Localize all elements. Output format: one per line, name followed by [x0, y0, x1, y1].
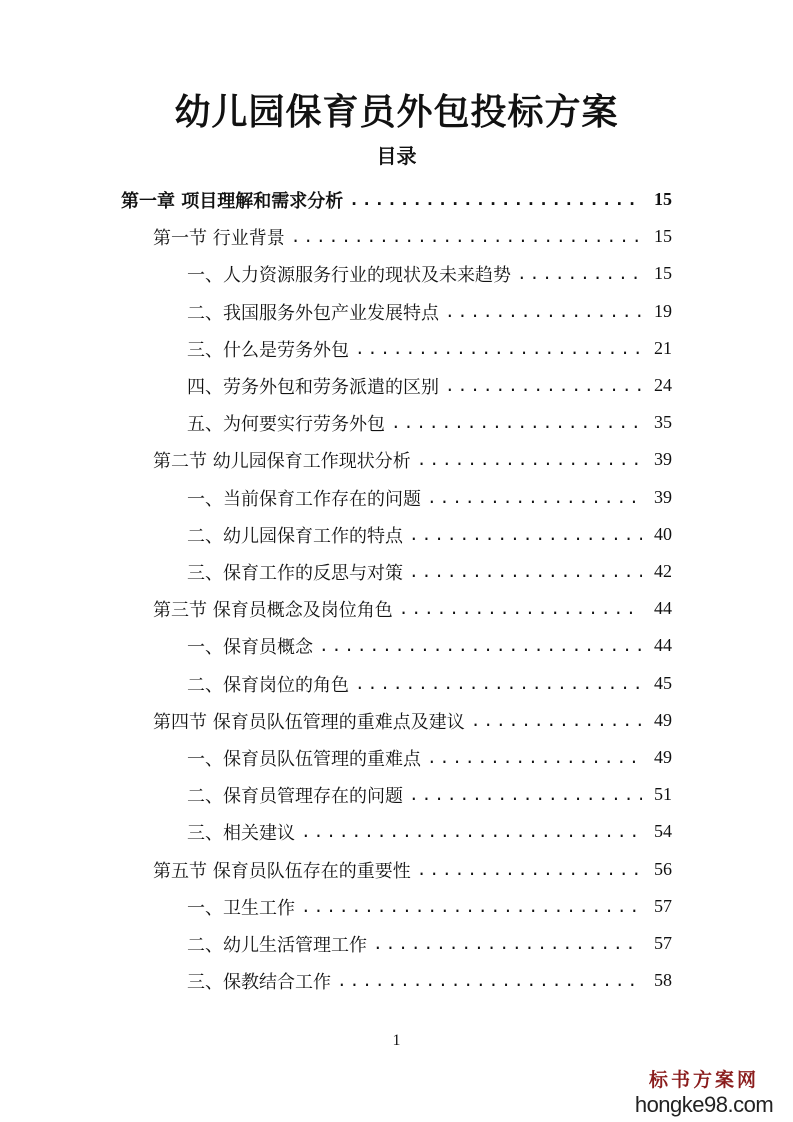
toc-subsection[interactable]	[187, 404, 672, 441]
toc-section[interactable]	[153, 851, 672, 888]
toc-dot-leader	[427, 748, 642, 768]
toc-entry-text: 三、相关建议	[187, 822, 295, 844]
toc-page-number: 40	[654, 524, 672, 544]
toc-page-number: 19	[654, 301, 672, 321]
toc-entry-text: 四、劳务外包和劳务派遣的区别	[187, 376, 439, 398]
toc-page-number: 45	[654, 673, 672, 693]
toc-subsection[interactable]	[187, 627, 672, 664]
toc-section[interactable]	[153, 218, 672, 255]
watermark-url: hongke98.com	[634, 1092, 774, 1117]
toc-entry-text: 三、什么是劳务外包	[187, 339, 349, 361]
toc-subsection[interactable]	[187, 330, 672, 367]
toc-page-number: 15	[654, 189, 672, 209]
toc-entry-text: 二、保育员管理存在的问题	[187, 785, 403, 807]
toc-entry-text: 一、当前保育工作存在的问题	[187, 488, 421, 510]
toc-page-number: 56	[654, 859, 672, 879]
toc-dot-leader	[409, 785, 642, 805]
toc-dot-leader	[417, 860, 642, 880]
toc-dot-leader	[337, 971, 642, 991]
toc-subsection[interactable]	[187, 516, 672, 553]
toc-page-number: 39	[654, 487, 672, 507]
toc-page-number: 57	[654, 896, 672, 916]
toc-page-number: 15	[654, 226, 672, 246]
toc-dot-leader	[517, 264, 642, 284]
toc-subsection[interactable]	[187, 813, 672, 850]
toc-chapter[interactable]	[121, 181, 672, 218]
toc-dot-leader	[417, 450, 642, 470]
toc-subsection[interactable]	[187, 367, 672, 404]
toc-entry-text: 第一章 项目理解和需求分析	[121, 190, 344, 212]
toc-page-number: 58	[654, 970, 672, 990]
toc-page-number: 15	[654, 263, 672, 283]
toc-page-number: 44	[654, 635, 672, 655]
toc-dot-leader	[409, 562, 642, 582]
toc-page-number: 24	[654, 375, 672, 395]
toc-entry-text: 二、幼儿园保育工作的特点	[187, 525, 403, 547]
page-number: 1	[392, 1032, 401, 1049]
toc-dot-leader	[349, 190, 642, 210]
toc-subsection[interactable]	[187, 665, 672, 702]
toc-dot-leader	[301, 822, 642, 842]
toc-subsection[interactable]	[187, 255, 672, 292]
toc-page-number: 35	[654, 412, 672, 432]
toc-entry-text: 一、保育员队伍管理的重难点	[187, 748, 421, 770]
toc-subsection[interactable]	[187, 888, 672, 925]
toc-entry-text: 二、保育岗位的角色	[187, 674, 349, 696]
toc-entry-text: 第一节 行业背景	[153, 227, 285, 249]
toc-section[interactable]	[153, 702, 672, 739]
toc-entry-text: 三、保教结合工作	[187, 971, 331, 993]
toc-page-number: 21	[654, 338, 672, 358]
toc-page-number: 42	[654, 561, 672, 581]
toc-subsection[interactable]	[187, 739, 672, 776]
toc-dot-leader	[427, 488, 642, 508]
toc-dot-leader	[319, 636, 642, 656]
toc-entry-text: 一、卫生工作	[187, 897, 295, 919]
toc-entry-text: 五、为何要实行劳务外包	[187, 413, 385, 435]
toc-page-number: 49	[654, 710, 672, 730]
toc-page-number: 44	[654, 598, 672, 618]
toc-entry-text: 第四节 保育员队伍管理的重难点及建议	[153, 711, 465, 733]
toc-dot-leader	[291, 227, 642, 247]
toc-page-number: 54	[654, 821, 672, 841]
toc-dot-leader	[409, 525, 642, 545]
toc-dot-leader	[399, 599, 642, 619]
toc-entry-text: 二、幼儿生活管理工作	[187, 934, 367, 956]
toc-dot-leader	[445, 376, 642, 396]
toc-entry-text: 一、人力资源服务行业的现状及未来趋势	[187, 264, 511, 286]
toc-page-number: 49	[654, 747, 672, 767]
toc-dot-leader	[471, 711, 642, 731]
document-title: 幼儿园保育员外包投标方案	[174, 91, 619, 133]
toc-entry-text: 第二节 幼儿园保育工作现状分析	[153, 450, 411, 472]
toc-dot-leader	[301, 897, 642, 917]
toc-subsection[interactable]	[187, 776, 672, 813]
toc-subsection[interactable]	[187, 553, 672, 590]
toc-section[interactable]	[153, 441, 672, 478]
toc-entry-text: 二、我国服务外包产业发展特点	[187, 302, 439, 324]
toc-dot-leader	[355, 339, 642, 359]
toc-dot-leader	[445, 302, 642, 322]
watermark-logo	[629, 1068, 779, 1118]
toc-page-number: 51	[654, 784, 672, 804]
toc-subsection[interactable]	[187, 925, 672, 962]
toc-subsection[interactable]	[187, 293, 672, 330]
toc-subsection[interactable]	[187, 962, 672, 999]
toc-heading: 目录	[376, 144, 417, 168]
toc-subsection[interactable]	[187, 479, 672, 516]
toc-dot-leader	[355, 674, 642, 694]
toc-dot-leader	[373, 934, 642, 954]
toc-entry-text: 一、保育员概念	[187, 636, 313, 658]
toc-section[interactable]	[153, 590, 672, 627]
toc-entry-text: 第三节 保育员概念及岗位角色	[153, 599, 393, 621]
toc-dot-leader	[391, 413, 642, 433]
watermark-name: 标书方案网	[648, 1069, 759, 1091]
toc-entry-text: 三、保育工作的反思与对策	[187, 562, 403, 584]
toc-page-number: 57	[654, 933, 672, 953]
toc-entry-text: 第五节 保育员队伍存在的重要性	[153, 860, 411, 882]
toc-page-number: 39	[654, 449, 672, 469]
